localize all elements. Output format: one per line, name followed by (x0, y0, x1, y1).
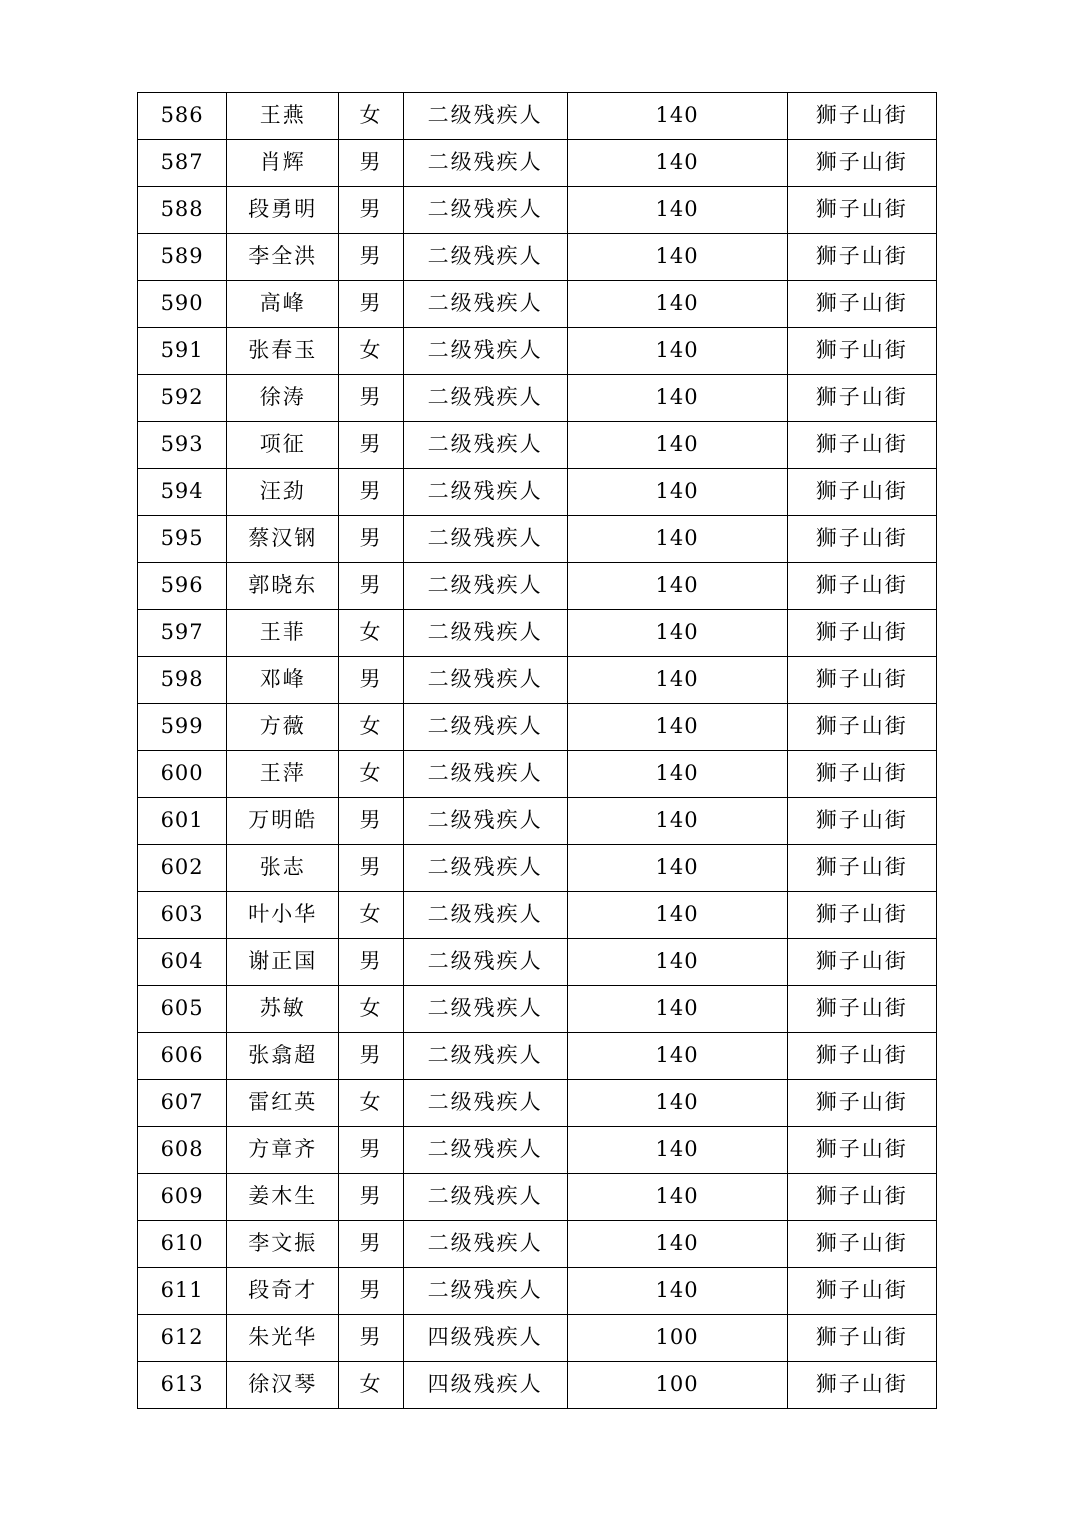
row-index-cell: 612 (138, 1315, 227, 1362)
row-street-cell: 狮子山街 (787, 516, 936, 563)
roster-table-body (138, 93, 937, 1409)
row-street-cell: 狮子山街 (787, 751, 936, 798)
row-index-cell: 592 (138, 375, 227, 422)
row-level-cell: 四级残疾人 (403, 1315, 567, 1362)
row-index-cell: 590 (138, 281, 227, 328)
row-amount-cell: 140 (567, 610, 787, 657)
row-amount-cell: 140 (567, 798, 787, 845)
row-index-cell: 588 (138, 187, 227, 234)
row-name-cell: 张翕超 (227, 1033, 339, 1080)
row-index-cell: 608 (138, 1127, 227, 1174)
row-name-cell: 方章齐 (227, 1127, 339, 1174)
table-row (138, 1362, 937, 1409)
row-level-cell: 二级残疾人 (403, 1268, 567, 1315)
row-name-cell: 徐涛 (227, 375, 339, 422)
row-level-cell: 二级残疾人 (403, 93, 567, 140)
row-amount-cell: 140 (567, 422, 787, 469)
row-amount-cell: 140 (567, 1033, 787, 1080)
row-index-cell: 589 (138, 234, 227, 281)
row-name-cell: 段勇明 (227, 187, 339, 234)
row-level-cell: 二级残疾人 (403, 375, 567, 422)
table-row (138, 1127, 937, 1174)
table-row (138, 610, 937, 657)
row-level-cell: 二级残疾人 (403, 845, 567, 892)
row-street-cell: 狮子山街 (787, 422, 936, 469)
row-name-cell: 李文振 (227, 1221, 339, 1268)
row-street-cell: 狮子山街 (787, 939, 936, 986)
table-row (138, 1174, 937, 1221)
row-sex-cell: 女 (339, 986, 403, 1033)
table-row (138, 93, 937, 140)
table-row (138, 798, 937, 845)
table-row (138, 328, 937, 375)
row-amount-cell: 140 (567, 328, 787, 375)
row-sex-cell: 男 (339, 516, 403, 563)
row-street-cell: 狮子山街 (787, 1033, 936, 1080)
row-sex-cell: 男 (339, 845, 403, 892)
row-amount-cell: 140 (567, 704, 787, 751)
row-level-cell: 二级残疾人 (403, 1080, 567, 1127)
row-amount-cell: 140 (567, 281, 787, 328)
row-sex-cell: 女 (339, 328, 403, 375)
row-street-cell: 狮子山街 (787, 657, 936, 704)
row-amount-cell: 140 (567, 939, 787, 986)
table-row (138, 939, 937, 986)
row-street-cell: 狮子山街 (787, 845, 936, 892)
row-street-cell: 狮子山街 (787, 93, 936, 140)
row-index-cell: 606 (138, 1033, 227, 1080)
row-sex-cell: 男 (339, 1127, 403, 1174)
row-amount-cell: 140 (567, 845, 787, 892)
row-amount-cell: 140 (567, 1174, 787, 1221)
row-level-cell: 二级残疾人 (403, 1033, 567, 1080)
row-name-cell: 王萍 (227, 751, 339, 798)
row-amount-cell: 140 (567, 563, 787, 610)
row-name-cell: 高峰 (227, 281, 339, 328)
row-name-cell: 谢正国 (227, 939, 339, 986)
row-street-cell: 狮子山街 (787, 375, 936, 422)
table-row (138, 986, 937, 1033)
row-level-cell: 二级残疾人 (403, 798, 567, 845)
table-row (138, 751, 937, 798)
row-level-cell: 二级残疾人 (403, 1221, 567, 1268)
row-amount-cell: 140 (567, 93, 787, 140)
row-name-cell: 苏敏 (227, 986, 339, 1033)
row-level-cell: 二级残疾人 (403, 1127, 567, 1174)
row-sex-cell: 男 (339, 375, 403, 422)
row-name-cell: 姜木生 (227, 1174, 339, 1221)
row-name-cell: 王燕 (227, 93, 339, 140)
row-street-cell: 狮子山街 (787, 563, 936, 610)
roster-table-container (137, 92, 937, 1409)
row-index-cell: 609 (138, 1174, 227, 1221)
row-sex-cell: 男 (339, 187, 403, 234)
row-street-cell: 狮子山街 (787, 187, 936, 234)
row-street-cell: 狮子山街 (787, 328, 936, 375)
row-name-cell: 段奇才 (227, 1268, 339, 1315)
row-name-cell: 张志 (227, 845, 339, 892)
row-name-cell: 朱光华 (227, 1315, 339, 1362)
row-level-cell: 二级残疾人 (403, 892, 567, 939)
row-index-cell: 602 (138, 845, 227, 892)
table-row (138, 516, 937, 563)
row-amount-cell: 140 (567, 140, 787, 187)
row-sex-cell: 女 (339, 1362, 403, 1409)
row-index-cell: 598 (138, 657, 227, 704)
row-level-cell: 二级残疾人 (403, 516, 567, 563)
row-street-cell: 狮子山街 (787, 1221, 936, 1268)
row-index-cell: 586 (138, 93, 227, 140)
row-name-cell: 邓峰 (227, 657, 339, 704)
row-sex-cell: 女 (339, 704, 403, 751)
row-street-cell: 狮子山街 (787, 1268, 936, 1315)
row-index-cell: 601 (138, 798, 227, 845)
row-level-cell: 二级残疾人 (403, 939, 567, 986)
row-street-cell: 狮子山街 (787, 892, 936, 939)
table-row (138, 845, 937, 892)
row-amount-cell: 140 (567, 1221, 787, 1268)
row-sex-cell: 男 (339, 1174, 403, 1221)
row-sex-cell: 女 (339, 1080, 403, 1127)
row-amount-cell: 100 (567, 1315, 787, 1362)
row-sex-cell: 女 (339, 610, 403, 657)
row-level-cell: 二级残疾人 (403, 422, 567, 469)
row-sex-cell: 男 (339, 140, 403, 187)
row-sex-cell: 男 (339, 1033, 403, 1080)
roster-table (137, 92, 937, 1409)
table-row (138, 563, 937, 610)
table-row (138, 1268, 937, 1315)
row-amount-cell: 140 (567, 657, 787, 704)
row-sex-cell: 男 (339, 1315, 403, 1362)
row-street-cell: 狮子山街 (787, 1127, 936, 1174)
row-index-cell: 600 (138, 751, 227, 798)
row-index-cell: 591 (138, 328, 227, 375)
row-index-cell: 597 (138, 610, 227, 657)
row-level-cell: 二级残疾人 (403, 657, 567, 704)
row-sex-cell: 男 (339, 281, 403, 328)
row-level-cell: 二级残疾人 (403, 187, 567, 234)
table-row (138, 140, 937, 187)
row-sex-cell: 男 (339, 422, 403, 469)
row-level-cell: 二级残疾人 (403, 751, 567, 798)
row-street-cell: 狮子山街 (787, 798, 936, 845)
row-amount-cell: 140 (567, 1268, 787, 1315)
row-level-cell: 二级残疾人 (403, 1174, 567, 1221)
table-row (138, 1315, 937, 1362)
row-amount-cell: 140 (567, 375, 787, 422)
row-sex-cell: 男 (339, 1268, 403, 1315)
row-level-cell: 二级残疾人 (403, 234, 567, 281)
table-row (138, 469, 937, 516)
row-name-cell: 汪劲 (227, 469, 339, 516)
table-row (138, 375, 937, 422)
row-index-cell: 605 (138, 986, 227, 1033)
row-amount-cell: 140 (567, 892, 787, 939)
row-index-cell: 610 (138, 1221, 227, 1268)
table-row (138, 1033, 937, 1080)
row-street-cell: 狮子山街 (787, 1174, 936, 1221)
row-amount-cell: 140 (567, 986, 787, 1033)
row-level-cell: 二级残疾人 (403, 140, 567, 187)
table-row (138, 281, 937, 328)
row-index-cell: 607 (138, 1080, 227, 1127)
row-level-cell: 二级残疾人 (403, 704, 567, 751)
table-row (138, 892, 937, 939)
row-sex-cell: 男 (339, 657, 403, 704)
row-name-cell: 王菲 (227, 610, 339, 657)
row-sex-cell: 男 (339, 234, 403, 281)
row-name-cell: 叶小华 (227, 892, 339, 939)
row-sex-cell: 男 (339, 939, 403, 986)
table-row (138, 1221, 937, 1268)
row-amount-cell: 140 (567, 516, 787, 563)
row-street-cell: 狮子山街 (787, 281, 936, 328)
row-sex-cell: 男 (339, 563, 403, 610)
row-street-cell: 狮子山街 (787, 1315, 936, 1362)
row-level-cell: 四级残疾人 (403, 1362, 567, 1409)
row-index-cell: 599 (138, 704, 227, 751)
row-name-cell: 张春玉 (227, 328, 339, 375)
row-street-cell: 狮子山街 (787, 140, 936, 187)
row-amount-cell: 140 (567, 187, 787, 234)
row-street-cell: 狮子山街 (787, 610, 936, 657)
row-amount-cell: 100 (567, 1362, 787, 1409)
row-amount-cell: 140 (567, 1080, 787, 1127)
row-level-cell: 二级残疾人 (403, 281, 567, 328)
row-amount-cell: 140 (567, 751, 787, 798)
row-sex-cell: 女 (339, 93, 403, 140)
row-index-cell: 613 (138, 1362, 227, 1409)
row-sex-cell: 男 (339, 469, 403, 516)
row-name-cell: 方薇 (227, 704, 339, 751)
row-street-cell: 狮子山街 (787, 986, 936, 1033)
table-row (138, 234, 937, 281)
row-level-cell: 二级残疾人 (403, 328, 567, 375)
row-index-cell: 604 (138, 939, 227, 986)
table-row (138, 1080, 937, 1127)
row-name-cell: 肖辉 (227, 140, 339, 187)
row-sex-cell: 男 (339, 1221, 403, 1268)
row-street-cell: 狮子山街 (787, 704, 936, 751)
table-row (138, 187, 937, 234)
row-index-cell: 593 (138, 422, 227, 469)
row-name-cell: 蔡汉钢 (227, 516, 339, 563)
table-row (138, 422, 937, 469)
row-level-cell: 二级残疾人 (403, 986, 567, 1033)
row-amount-cell: 140 (567, 469, 787, 516)
row-level-cell: 二级残疾人 (403, 563, 567, 610)
row-index-cell: 595 (138, 516, 227, 563)
row-street-cell: 狮子山街 (787, 1080, 936, 1127)
row-amount-cell: 140 (567, 234, 787, 281)
row-name-cell: 李全洪 (227, 234, 339, 281)
row-street-cell: 狮子山街 (787, 234, 936, 281)
row-street-cell: 狮子山街 (787, 469, 936, 516)
row-name-cell: 郭晓东 (227, 563, 339, 610)
row-sex-cell: 女 (339, 892, 403, 939)
row-name-cell: 雷红英 (227, 1080, 339, 1127)
table-row (138, 704, 937, 751)
row-street-cell: 狮子山街 (787, 1362, 936, 1409)
row-sex-cell: 男 (339, 798, 403, 845)
table-row (138, 657, 937, 704)
row-index-cell: 603 (138, 892, 227, 939)
row-sex-cell: 女 (339, 751, 403, 798)
row-name-cell: 徐汉琴 (227, 1362, 339, 1409)
row-index-cell: 594 (138, 469, 227, 516)
row-name-cell: 万明皓 (227, 798, 339, 845)
row-index-cell: 611 (138, 1268, 227, 1315)
row-index-cell: 587 (138, 140, 227, 187)
row-index-cell: 596 (138, 563, 227, 610)
row-level-cell: 二级残疾人 (403, 469, 567, 516)
row-level-cell: 二级残疾人 (403, 610, 567, 657)
row-amount-cell: 140 (567, 1127, 787, 1174)
row-name-cell: 项征 (227, 422, 339, 469)
